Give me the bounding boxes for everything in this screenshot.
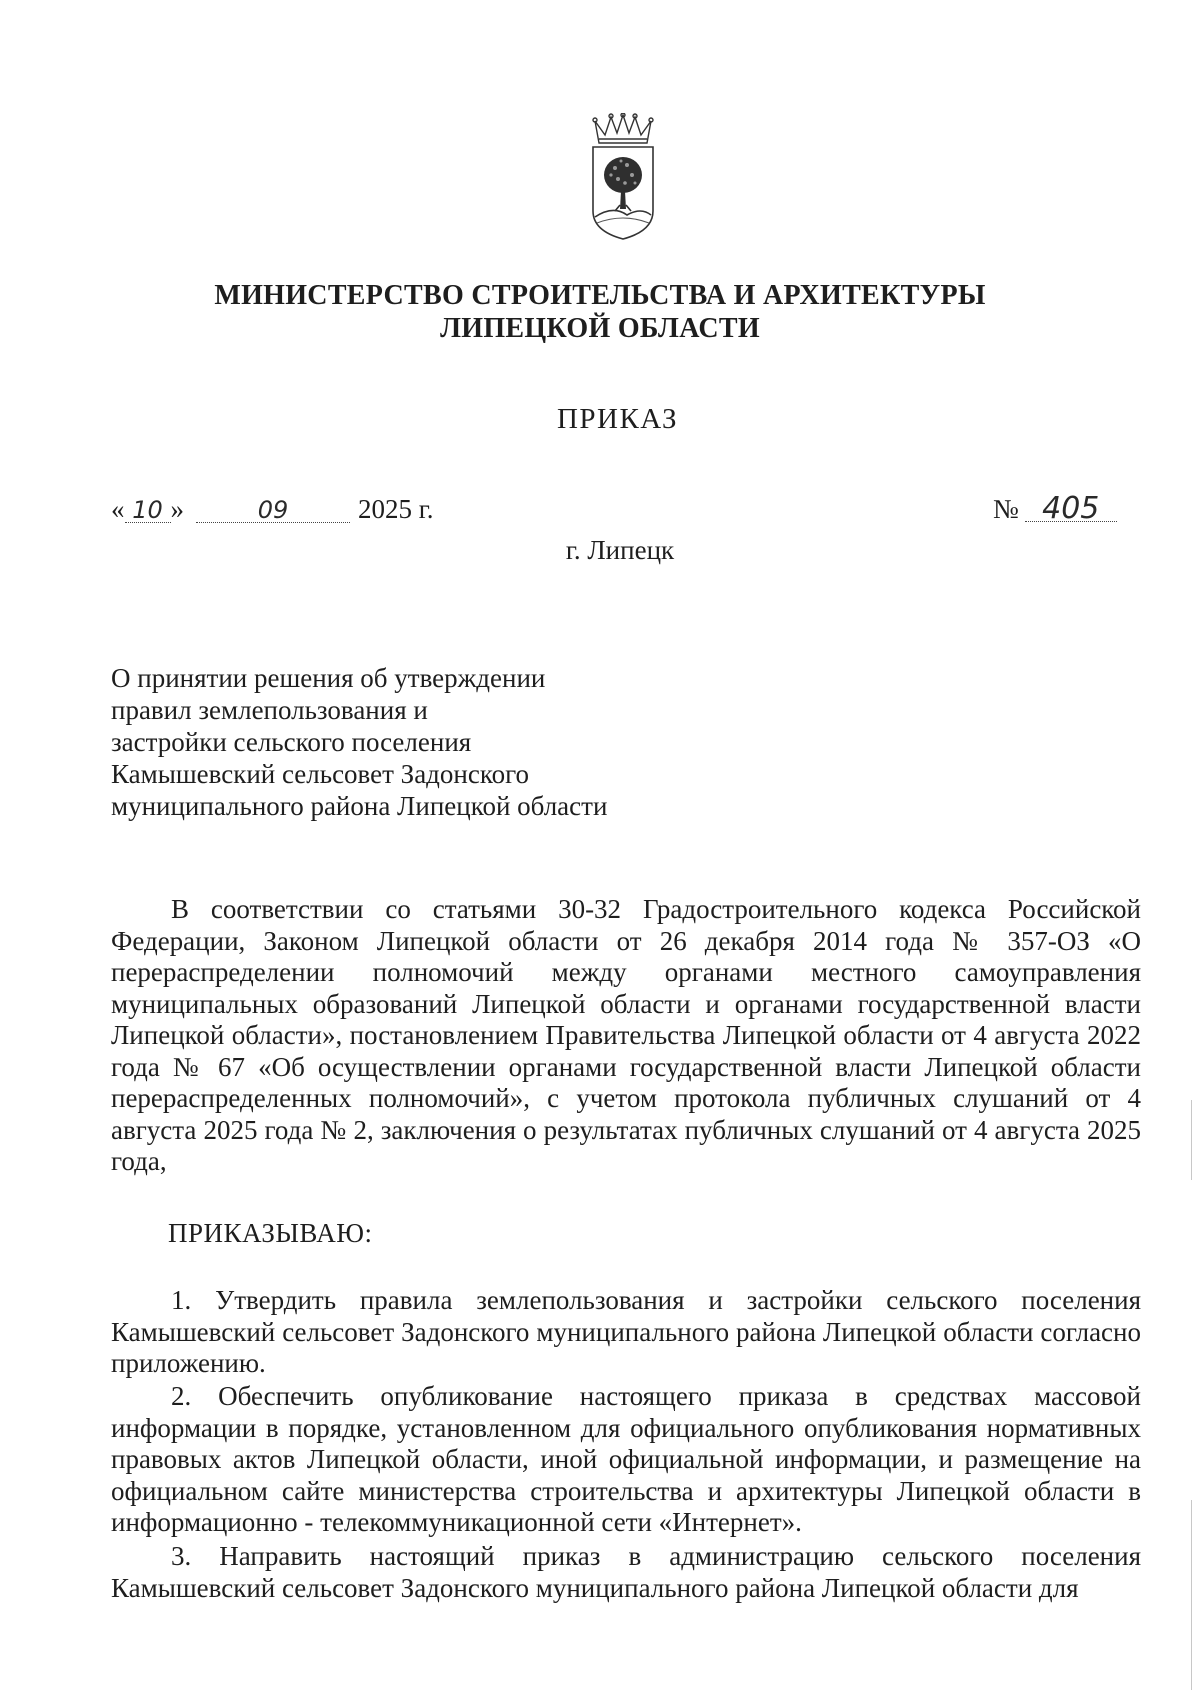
order-item-1: 1. Утвердить правила землепользования и застройки сельского поселения Камышевский сельсовет Задонского муниципального района Липецкой области согласно приложению. — [111, 1285, 1141, 1378]
date-day: 10 — [125, 498, 171, 523]
ministry-name-line1: МИНИСТЕРСТВО СТРОИТЕЛЬСТВА И АРХИТЕКТУРЫ — [214, 280, 986, 311]
date-year: 2025 г. — [358, 494, 434, 524]
subject-line: правил землепользования и — [111, 695, 428, 725]
document-type-title: ПРИКАЗ — [556, 403, 679, 435]
scan-edge-mark — [1191, 1100, 1192, 1180]
order-directive-word: ПРИКАЗЫВАЮ: — [168, 1218, 373, 1248]
scan-edge-mark — [1191, 1500, 1192, 1690]
order-date — [111, 494, 434, 525]
lipetsk-coat-of-arms-icon — [587, 113, 659, 243]
document-city: г. Липецк — [565, 535, 675, 565]
order-item-2: 2. Обеспечить опубликование настоящего приказа в средствах массовой информации в порядке, установленном для официального опубликования нормативных правовых актов Липецкой области, иной официальной информации, и размещение на официальном сайте министерства строительства и архитектуры Липецкой области в информационно - телекоммуникационной сети «Интернет». — [111, 1381, 1141, 1537]
subject-line: О принятии решения об утверждении — [111, 663, 546, 693]
date-month: 09 — [196, 498, 350, 523]
number-value: 405 — [1025, 497, 1117, 522]
ministry-name-line2: ЛИПЕЦКОЙ ОБЛАСТИ — [440, 313, 760, 344]
number-prefix: № — [993, 494, 1019, 524]
subject-line: муниципального района Липецкой области — [111, 791, 608, 821]
subject-line: застройки сельского поселения — [111, 727, 472, 757]
order-item-3: 3. Направить настоящий приказ в администрацию сельского поселения Камышевский сельсовет Задонского муниципального района Липецкой области для — [111, 1541, 1141, 1603]
date-open-quote: « — [111, 494, 125, 524]
order-number — [993, 491, 1117, 526]
date-close-quote: » — [170, 494, 184, 524]
order-subject — [111, 662, 607, 822]
legal-basis-paragraph: В соответствии со статьями 30-32 Градостроительного кодекса Российской Федерации, Законом Липецкой области от 26 декабря 2014 года № 357-ОЗ «О перераспределении полномочий между органами местного самоуправления муниципальных образований Липецкой области и органами государственной власти Липецкой области», постановлением Правительства Липецкой области от 4 августа 2022 года № 67 «Об осуществлении органами государственной власти Липецкой области перераспределенных полномочий», с учетом протокола публичных слушаний от 4 августа 2025 года № 2, заключения о результатах публичных слушаний от 4 августа 2025 года, — [111, 894, 1141, 1176]
subject-line: Камышевский сельсовет Задонского — [111, 759, 529, 789]
